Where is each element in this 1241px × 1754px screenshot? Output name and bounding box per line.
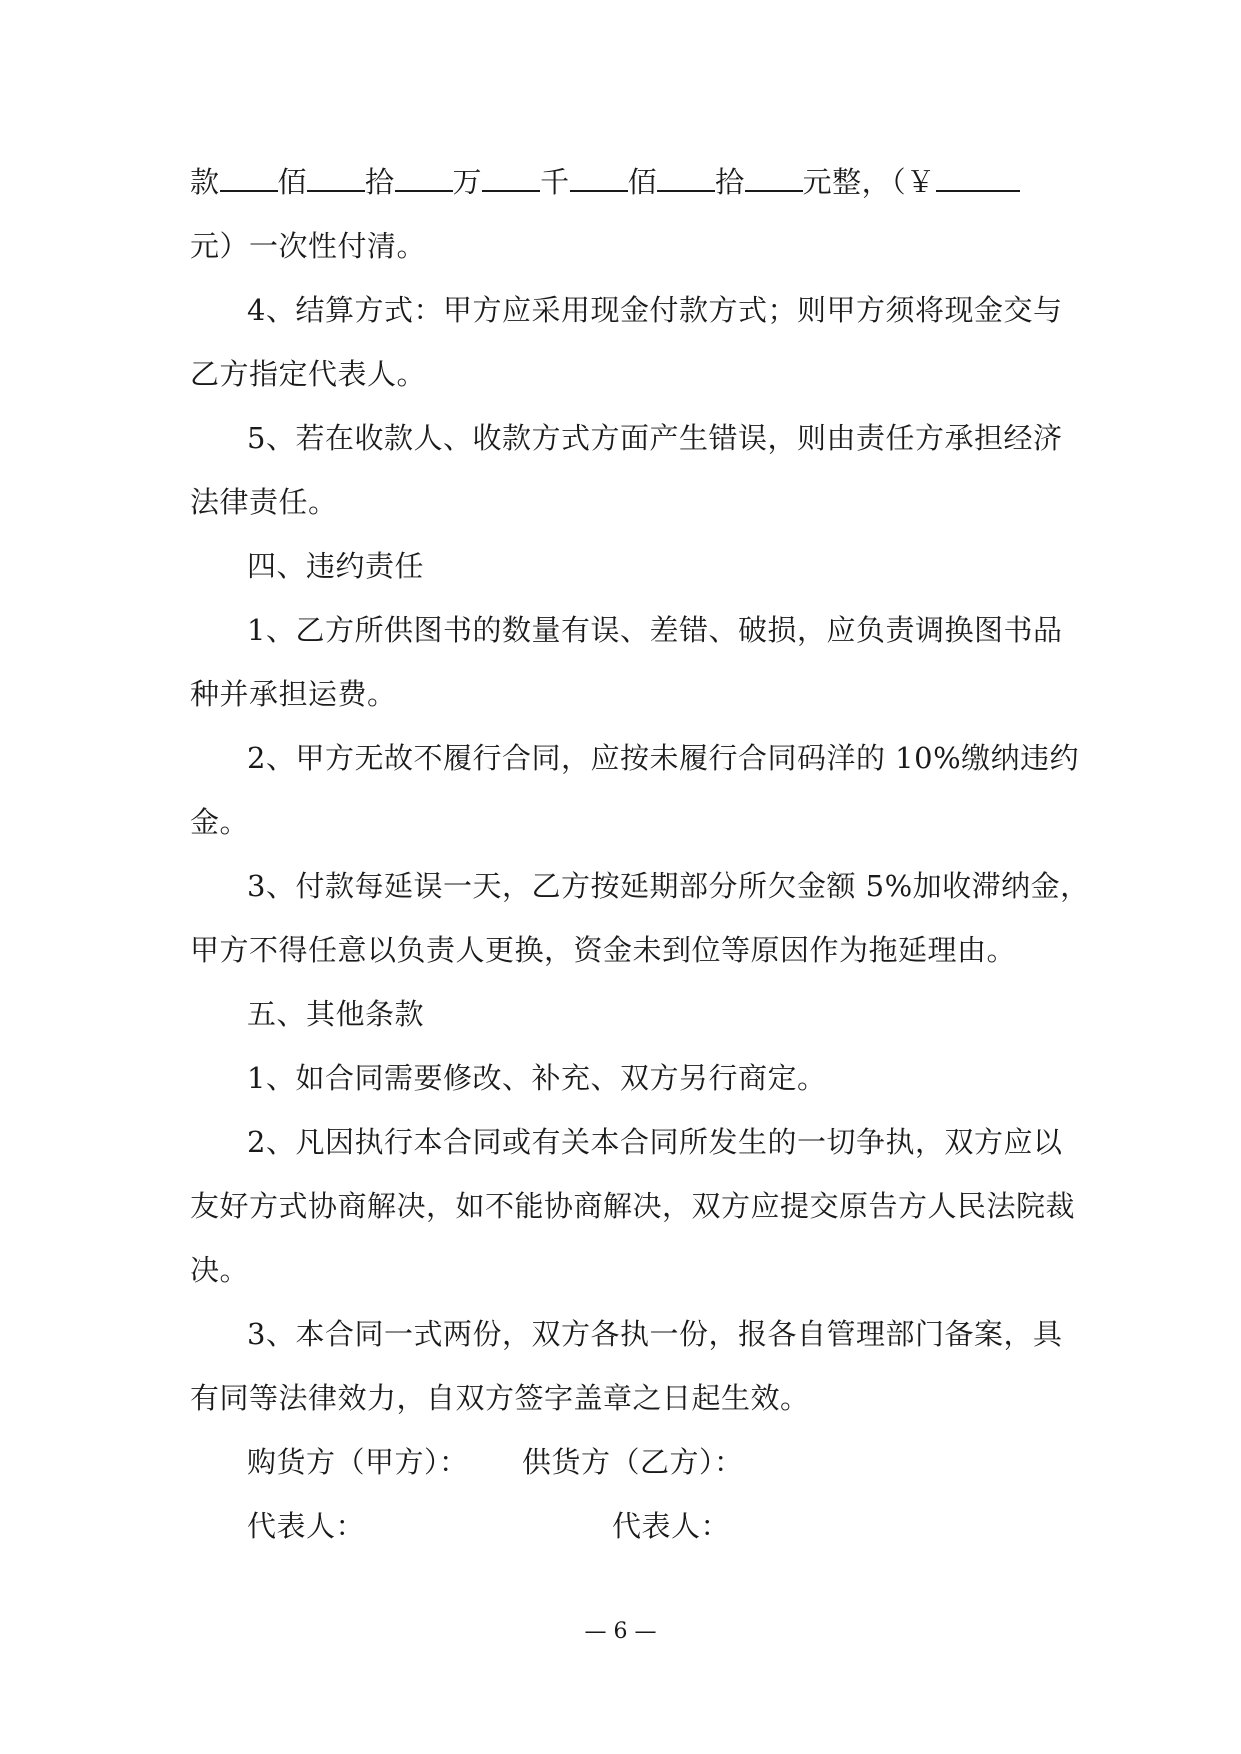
- settlement-clause-line-1: 4、结算方式：甲方应采用现金付款方式；则甲方须将现金交与: [247, 293, 1063, 327]
- page-number: — 6 —: [584, 1619, 657, 1644]
- breach-item-3-line-2: 甲方不得任意以负责人更换，资金未到位等原因作为拖延理由。: [190, 933, 1017, 967]
- breach-item-3-line-1: 3、付款每延误一天，乙方按延期部分所欠金额 5%加收滞纳金，: [247, 869, 1090, 903]
- amount-figure-blank: [936, 164, 1020, 192]
- unit-label: 佰: [627, 165, 658, 199]
- error-liability-line-2: 法律责任。: [190, 485, 338, 519]
- amount-blank: [307, 164, 365, 192]
- payment-prefix: 款: [190, 165, 220, 199]
- unit-label: 千: [540, 165, 570, 199]
- section-heading-other: 五、其他条款: [247, 997, 425, 1031]
- unit-label: 万: [452, 165, 483, 199]
- amount-blank: [570, 164, 628, 192]
- other-item-1: 1、如合同需要修改、补充、双方另行商定。: [247, 1061, 827, 1095]
- other-item-3-line-2: 有同等法律效力，自双方签字盖章之日起生效。: [190, 1381, 810, 1415]
- buyer-party-label: 购货方（甲方）：: [247, 1445, 469, 1479]
- unit-label: 拾: [715, 165, 745, 199]
- other-item-2-line-1: 2、凡因执行本合同或有关本合同所发生的一切争执，双方应以: [247, 1125, 1063, 1159]
- unit-label: 拾: [365, 165, 395, 199]
- payment-amount-line-2: 元）一次性付清。: [190, 229, 427, 263]
- amount-blank: [745, 164, 803, 192]
- amount-blank: [220, 164, 278, 192]
- breach-item-1-line-2: 种并承担运费。: [190, 677, 397, 711]
- error-liability-line-1: 5、若在收款人、收款方式方面产生错误，则由责任方承担经济: [247, 421, 1063, 455]
- supplier-party-label: 供货方（乙方）：: [522, 1445, 744, 1479]
- unit-label: 元整，（￥: [802, 165, 936, 199]
- breach-item-2-line-2: 金。: [190, 805, 250, 839]
- other-item-2-line-2: 友好方式协商解决，如不能协商解决，双方应提交原告方人民法院裁: [190, 1189, 1076, 1223]
- buyer-representative-label: 代表人：: [247, 1509, 366, 1543]
- other-item-2-line-3: 决。: [190, 1253, 250, 1287]
- settlement-clause-line-2: 乙方指定代表人。: [190, 357, 427, 391]
- breach-item-1-line-1: 1、乙方所供图书的数量有误、差错、破损，应负责调换图书品: [247, 613, 1063, 647]
- amount-blank: [395, 164, 453, 192]
- amount-blank: [482, 164, 540, 192]
- payment-amount-line: [190, 162, 1060, 202]
- unit-label: 佰: [277, 165, 308, 199]
- amount-blank: [657, 164, 715, 192]
- breach-item-2-line-1: 2、甲方无故不履行合同，应按未履行合同码洋的 10%缴纳违约: [247, 741, 1080, 775]
- section-heading-breach: 四、违约责任: [247, 549, 425, 583]
- supplier-representative-label: 代表人：: [612, 1509, 731, 1543]
- other-item-3-line-1: 3、本合同一式两份，双方各执一份，报各自管理部门备案，具: [247, 1317, 1063, 1351]
